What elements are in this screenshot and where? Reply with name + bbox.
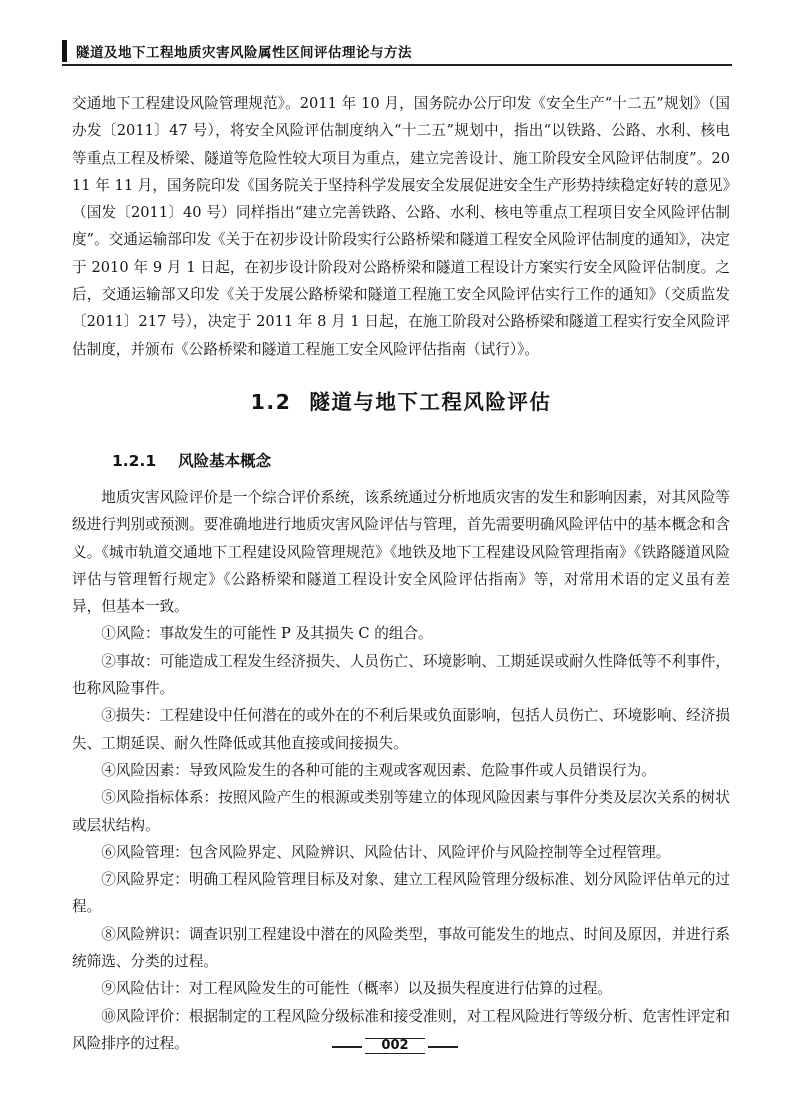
- header-bar-marker: [62, 40, 67, 62]
- definition-item: ②事故：可能造成工程发生经济损失、人员伤亡、环境影响、工期延误或耐久性降低等不利事件，也称风险事件。: [72, 652, 730, 698]
- section-heading: [72, 382, 730, 438]
- subsection-number: 1.2.1: [112, 451, 157, 470]
- definition-item: ⑤风险指标体系：按照风险产生的根源或类别等建立的体现风险因素与事件分类及层次关系的树状或层状结构。: [72, 789, 730, 834]
- definition-item: ⑧风险辨识：调查识别工程建设中潜在的风险类型，事故可能发生的地点、时间及原因，并进行系统筛选、分类的过程。: [72, 925, 730, 971]
- header-title: 隧道及地下工程地质灾害风险属性区间评估理论与方法: [76, 45, 412, 61]
- definition-item: ⑦风险界定：明确工程风险管理目标及对象、建立工程风险管理分级标准、划分风险评估单元的过程。: [72, 871, 730, 916]
- definition-item: ④风险因素：导致风险发生的各种可能的主观或客观因素、危险事件或人员错误行为。: [101, 761, 656, 779]
- footer-rule-right: [428, 1046, 458, 1048]
- footer-rule-left: [332, 1046, 362, 1048]
- definition-item: ③损失：工程建设中任何潜在的或外在的不利后果或负面影响，包括人员伤亡、环境影响、经济损失、工期延误、耐久性降低或其他直接或间接损失。: [72, 707, 730, 752]
- intro-paragraph: 交通地下工程建设风险管理规范》。2011 年 10 月，国务院办公厅印发《安全生产“十二五”规划》（国办发〔2011〕47 号），将安全风险评估制度纳入“十二五”规划中，指出“以铁路、公路、水利、核电等重点工程及桥梁、隧道等危险性较大项目为重点，建立完善设计、施工阶段安全风险评估制度”。2011 年 11 月，国务院印发《国务院关于坚持科学发展安全发展促进安全生产形势持续稳定好转的意见》（国发〔2011〕40 号）同样指出“建立完善铁路、公路、水利、核电等重点工程项目安全风险评估制度”。交通运输部印发《关于在初步设计阶段实行公路桥梁和隧道工程安全风险评估制度的通知》，决定于 2010 年 9 月 1 日起，在初步设计阶段对公路桥梁和隧道工程设计方案实行安全风险评估制度。之后，交通运输部又印发《关于发展公路桥梁和隧道工程施工安全风险评估实行工作的通知》（交质监发〔2011〕217 号），决定于 2011 年 8 月 1 日起，在施工阶段对公路桥梁和隧道工程实行安全风险评估制度，并颁布《公路桥梁和隧道工程施工安全风险评估指南（试行）》。: [72, 95, 730, 358]
- definition-item: ⑥风险管理：包含风险界定、风险辨识、风险估计、风险评价与风险控制等全过程管理。: [101, 843, 671, 861]
- subsection-title: 风险基本概念: [178, 451, 272, 470]
- page-body: [72, 90, 730, 1057]
- page-footer: [0, 1038, 790, 1054]
- subsection-heading: [72, 438, 730, 484]
- running-header: [62, 38, 732, 66]
- definition-item: ①风险：事故发生的可能性 P 及其损失 C 的组合。: [101, 625, 433, 643]
- section-number: 1.2: [250, 389, 292, 414]
- page-number: 002: [365, 1038, 425, 1054]
- section-title: 隧道与地下工程风险评估: [309, 389, 552, 414]
- lead-paragraph: 地质灾害风险评价是一个综合评价系统，该系统通过分析地质灾害的发生和影响因素，对其风险等级进行判别或预测。要准确地进行地质灾害风险评估与管理，首先需要明确风险评估中的基本概念和含义。《城市轨道交通地下工程建设风险管理规范》《地铁及地下工程建设风险管理指南》《铁路隧道风险评估与管理暂行规定》《公路桥梁和隧道工程设计安全风险评估指南》等，对常用术语的定义虽有差异，但基本一致。: [72, 488, 730, 616]
- definition-item: ⑨风险估计：对工程风险发生的可能性（概率）以及损失程度进行估算的过程。: [101, 980, 612, 998]
- definition-item: ⑩风险评价：根据制定的工程风险分级标准和接受准则，对工程风险进行等级分析、危害性评定和风险排序的过程。: [72, 1007, 730, 1052]
